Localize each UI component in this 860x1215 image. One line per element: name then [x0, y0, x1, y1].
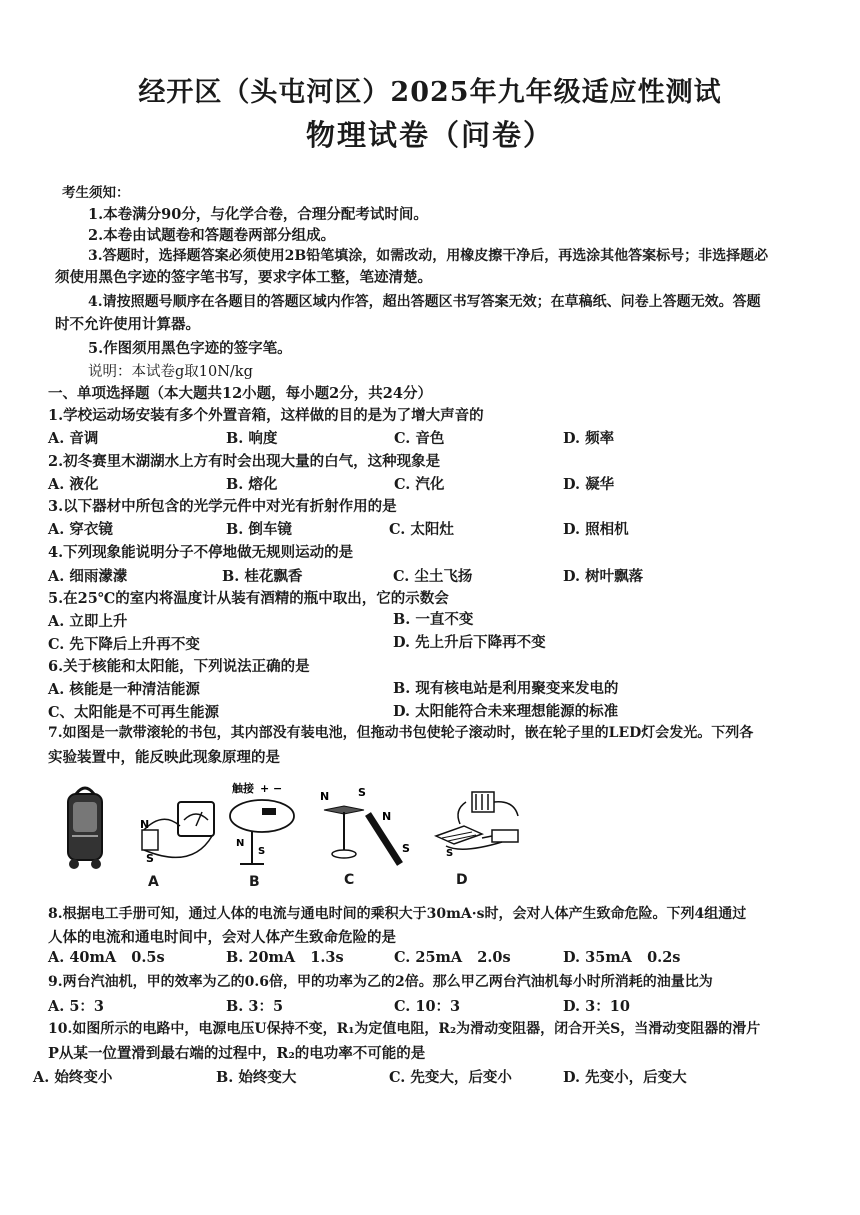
figure-label-b: B — [249, 874, 260, 890]
pole-label: N — [140, 818, 150, 831]
option-b: B. 倒车镜 — [226, 521, 292, 538]
question-stem: P从某一位置滑到最右端的过程中，R₂的电功率不可能的是 — [48, 1045, 426, 1062]
question-stem: 1.学校运动场安装有多个外置音箱，这样做的目的是为了增大声音的 — [48, 407, 484, 424]
pole-label: N — [236, 838, 245, 849]
notice-note: 说明：本试卷g取10N/kg — [88, 364, 253, 380]
pole-label: S — [446, 848, 454, 859]
option-b: B. 桂花飘香 — [222, 568, 303, 585]
option-a: A. 穿衣镜 — [48, 521, 113, 538]
option-c: C. 尘土飞扬 — [393, 568, 473, 585]
question-stem: 3.以下器材中所包含的光学元件中对光有折射作用的是 — [48, 498, 397, 515]
option-d: D. 树叶飘落 — [563, 568, 644, 585]
option-d: D. 频率 — [563, 430, 615, 447]
figure-label-a: A — [148, 874, 159, 890]
question-stem: 5.在25℃的室内将温度计从装有酒精的瓶中取出，它的示数会 — [48, 590, 449, 607]
notice-line: 1.本卷满分90分，与化学合卷，合理分配考试时间。 — [88, 206, 428, 223]
notice-line: 时不允许使用计算器。 — [55, 316, 200, 333]
option-a: A. 5：3 — [48, 998, 105, 1015]
option-d: D. 太阳能符合未来理想能源的标准 — [393, 703, 619, 720]
option-a: A. 音调 — [48, 430, 99, 447]
option-c: C. 音色 — [394, 430, 445, 447]
option-d: D. 凝华 — [563, 476, 615, 493]
question-stem: 10.如图所示的电路中，电源电压U保持不变，R₁为定值电阻，R₂为滑动变阻器，闭合开关S，当滑动变阻器的滑片 — [48, 1021, 761, 1037]
option-d: D. 先变小，后变大 — [563, 1069, 687, 1086]
option-d: D. 照相机 — [563, 521, 629, 538]
option-c: C. 先变大，后变小 — [389, 1069, 512, 1086]
option-b: B. 始终变大 — [216, 1069, 297, 1086]
option-b: B. 20mA 1.3s — [226, 949, 344, 966]
notice-line: 须使用黑色字迹的签字笔书写，要求字体工整，笔迹清楚。 — [55, 269, 432, 286]
figure-label-d: D — [456, 872, 468, 888]
option-c: C. 汽化 — [394, 476, 445, 493]
option-c: C. 10：3 — [394, 998, 461, 1015]
q7-figure — [62, 780, 522, 890]
question-stem: 9.两台汽油机，甲的效率为乙的0.6倍，甲的功率为乙的2倍。那么甲乙两台汽油机每小时所消耗的油量比为 — [48, 974, 713, 990]
option-b: B. 响度 — [226, 430, 278, 447]
option-c: C. 太阳灶 — [389, 521, 454, 538]
question-stem: 2.初冬赛里木湖湖水上方有时会出现大量的白气，这种现象是 — [48, 453, 441, 470]
option-a: A. 始终变小 — [33, 1069, 113, 1086]
notice-line: 4.请按照题号顺序在各题目的答题区域内作答，超出答题区书写答案无效；在草稿纸、问卷上答题无效。答题 — [88, 294, 761, 310]
question-stem: 8.根据电工手册可知，通过人体的电流与通电时间的乘积大于30mA·s时，会对人体产生致命危险。下列4组通过 — [48, 906, 747, 922]
section-heading: 一、单项选择题（本大题共12小题，每小题2分，共24分） — [48, 385, 432, 402]
question-stem: 4.下列现象能说明分子不停地做无规则运动的是 — [48, 544, 354, 561]
pole-label: S — [146, 852, 154, 865]
option-a: A. 40mA 0.5s — [48, 949, 165, 966]
apparatus-c — [320, 786, 410, 864]
option-c: C. 先下降后上升再不变 — [48, 636, 200, 653]
question-stem: 人体的电流和通电时间中，会对人体产生致命危险的是 — [48, 929, 396, 946]
notice-heading: 考生须知： — [62, 185, 130, 201]
pole-label: N — [382, 810, 392, 823]
option-d: D. 35mA 0.2s — [563, 949, 681, 966]
question-stem: 6.关于核能和太阳能，下列说法正确的是 — [48, 658, 310, 675]
figure-label-c: C — [344, 872, 355, 888]
option-d: D. 先上升后下降再不变 — [393, 634, 546, 651]
notice-line: 3.答题时，选择题答案必须使用2B铅笔填涂，如需改动，用橡皮擦干净后，再选涂其他答案标号；非选择题必 — [88, 248, 769, 264]
touch-label: 触接 — [232, 782, 254, 795]
option-b: B. 一直不变 — [393, 611, 474, 628]
option-b: B. 熔化 — [226, 476, 278, 493]
option-a: A. 细雨濛濛 — [48, 568, 128, 585]
notice-line: 2.本卷由试题卷和答题卷两部分组成。 — [88, 227, 336, 244]
option-a: A. 液化 — [48, 476, 99, 493]
pole-label: N — [320, 790, 330, 803]
option-a: A. 核能是一种清洁能源 — [48, 681, 200, 698]
question-stem: 7.如图是一款带滚轮的书包，其内部没有装电池，但拖动书包使轮子滚动时，嵌在轮子里的LED灯会发光。下列各 — [48, 725, 754, 741]
pole-label: S — [402, 842, 410, 855]
pole-label: S — [258, 846, 266, 857]
option-c: C、太阳能是不可再生能源 — [48, 704, 220, 721]
option-b: B. 3：5 — [226, 998, 284, 1015]
backpack-illustration — [68, 788, 102, 869]
battery-polarity: + − — [260, 782, 283, 795]
apparatus-d — [436, 792, 518, 859]
option-c: C. 25mA 2.0s — [394, 949, 511, 966]
apparatus-a — [140, 802, 214, 865]
apparatus-b — [230, 781, 294, 864]
pole-label: S — [358, 786, 366, 799]
option-b: B. 现有核电站是利用聚变来发电的 — [393, 680, 619, 697]
question-stem: 实验装置中，能反映此现象原理的是 — [48, 749, 280, 766]
notice-line: 5.作图须用黑色字迹的签字笔。 — [88, 340, 292, 357]
q7-apparatus-drawing — [62, 780, 522, 890]
option-d: D. 3：10 — [563, 998, 630, 1015]
exam-title: 经开区（头屯河区）2025年九年级适应性测试 — [138, 77, 722, 108]
paper-subtitle: 物理试卷（问卷） — [305, 118, 554, 152]
option-a: A. 立即上升 — [48, 613, 128, 630]
